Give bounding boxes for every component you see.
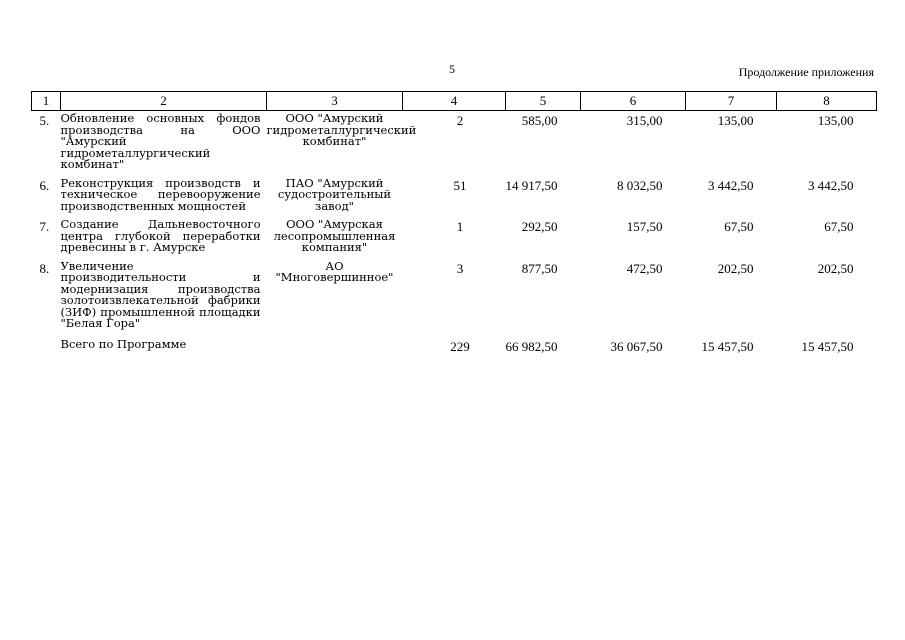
total-jobs-count: 229 bbox=[450, 338, 470, 354]
amount-col8: 67,50 bbox=[824, 219, 854, 234]
total-col6: 36 067,50 bbox=[610, 338, 663, 354]
row-number: 6. bbox=[39, 177, 50, 193]
organization-name: ООО "Амурская лесопромышленная компания" bbox=[273, 217, 396, 254]
total-col7: 15 457,50 bbox=[701, 338, 754, 354]
empty-cell bbox=[32, 335, 61, 355]
total-label: Всего по Программе bbox=[60, 336, 187, 351]
column-header: 1 bbox=[32, 92, 61, 111]
amount-col6: 315,00 bbox=[626, 113, 663, 128]
jobs-count: 1 bbox=[456, 219, 464, 234]
amount-col8: 3 442,50 bbox=[808, 177, 854, 193]
row-number: 7. bbox=[39, 219, 50, 234]
amount-col5: 292,50 bbox=[521, 219, 558, 234]
total-col5: 66 982,50 bbox=[505, 338, 558, 354]
row-number: 8. bbox=[39, 260, 50, 276]
project-name: Реконструкция производств и техническое перевооружение производственных мощностей bbox=[60, 175, 261, 213]
column-header: 3 bbox=[267, 92, 403, 111]
column-number-row bbox=[32, 92, 877, 111]
empty-cell bbox=[267, 335, 403, 355]
amount-col7: 202,50 bbox=[717, 260, 754, 276]
project-name: Увеличение производительности и модернизация производства золотоизвлекательной фабрики (ЗИФ) промышленной площадки "Белая Гора" bbox=[60, 258, 261, 330]
amount-col7: 135,00 bbox=[717, 113, 754, 128]
column-header: 4 bbox=[403, 92, 506, 111]
table-row bbox=[32, 217, 877, 259]
table-row bbox=[32, 259, 877, 335]
amount-col5: 585,00 bbox=[521, 113, 558, 128]
amount-col6: 157,50 bbox=[626, 219, 663, 234]
column-header: 5 bbox=[506, 92, 581, 111]
organization-name: АО "Многовершинное" bbox=[275, 258, 394, 284]
organization-name: ПАО "Амурский судостроительный завод" bbox=[277, 175, 392, 213]
organization-name: ООО "Амурский гидрометаллургический комбинат" bbox=[266, 111, 417, 148]
amount-col6: 8 032,50 bbox=[617, 177, 663, 193]
jobs-count: 2 bbox=[456, 113, 464, 128]
table-row bbox=[32, 176, 877, 218]
table-row bbox=[32, 111, 877, 176]
amount-col7: 67,50 bbox=[724, 219, 754, 234]
row-number: 5. bbox=[39, 113, 50, 128]
amount-col5: 877,50 bbox=[521, 260, 558, 276]
amount-col5: 14 917,50 bbox=[505, 177, 558, 193]
total-row bbox=[32, 335, 877, 355]
amount-col6: 472,50 bbox=[626, 260, 663, 276]
amount-col8: 135,00 bbox=[817, 113, 854, 128]
page-number: 5 bbox=[449, 62, 455, 76]
column-header: 6 bbox=[581, 92, 686, 111]
column-header: 2 bbox=[61, 92, 267, 111]
amount-col8: 202,50 bbox=[817, 260, 854, 276]
total-col8: 15 457,50 bbox=[801, 338, 854, 354]
project-name: Обновление основных фондов производства на ООО "Амурский гидрометаллургический комбинат" bbox=[60, 111, 261, 171]
column-header: 7 bbox=[686, 92, 777, 111]
jobs-count: 3 bbox=[456, 260, 464, 276]
column-header: 8 bbox=[777, 92, 877, 111]
amount-col7: 3 442,50 bbox=[708, 177, 754, 193]
program-table bbox=[31, 91, 877, 355]
continuation-caption: Продолжение приложения bbox=[738, 65, 874, 79]
jobs-count: 51 bbox=[453, 177, 467, 193]
project-name: Создание Дальневосточного центра глубокой переработки древесины в г. Амурске bbox=[60, 217, 261, 254]
